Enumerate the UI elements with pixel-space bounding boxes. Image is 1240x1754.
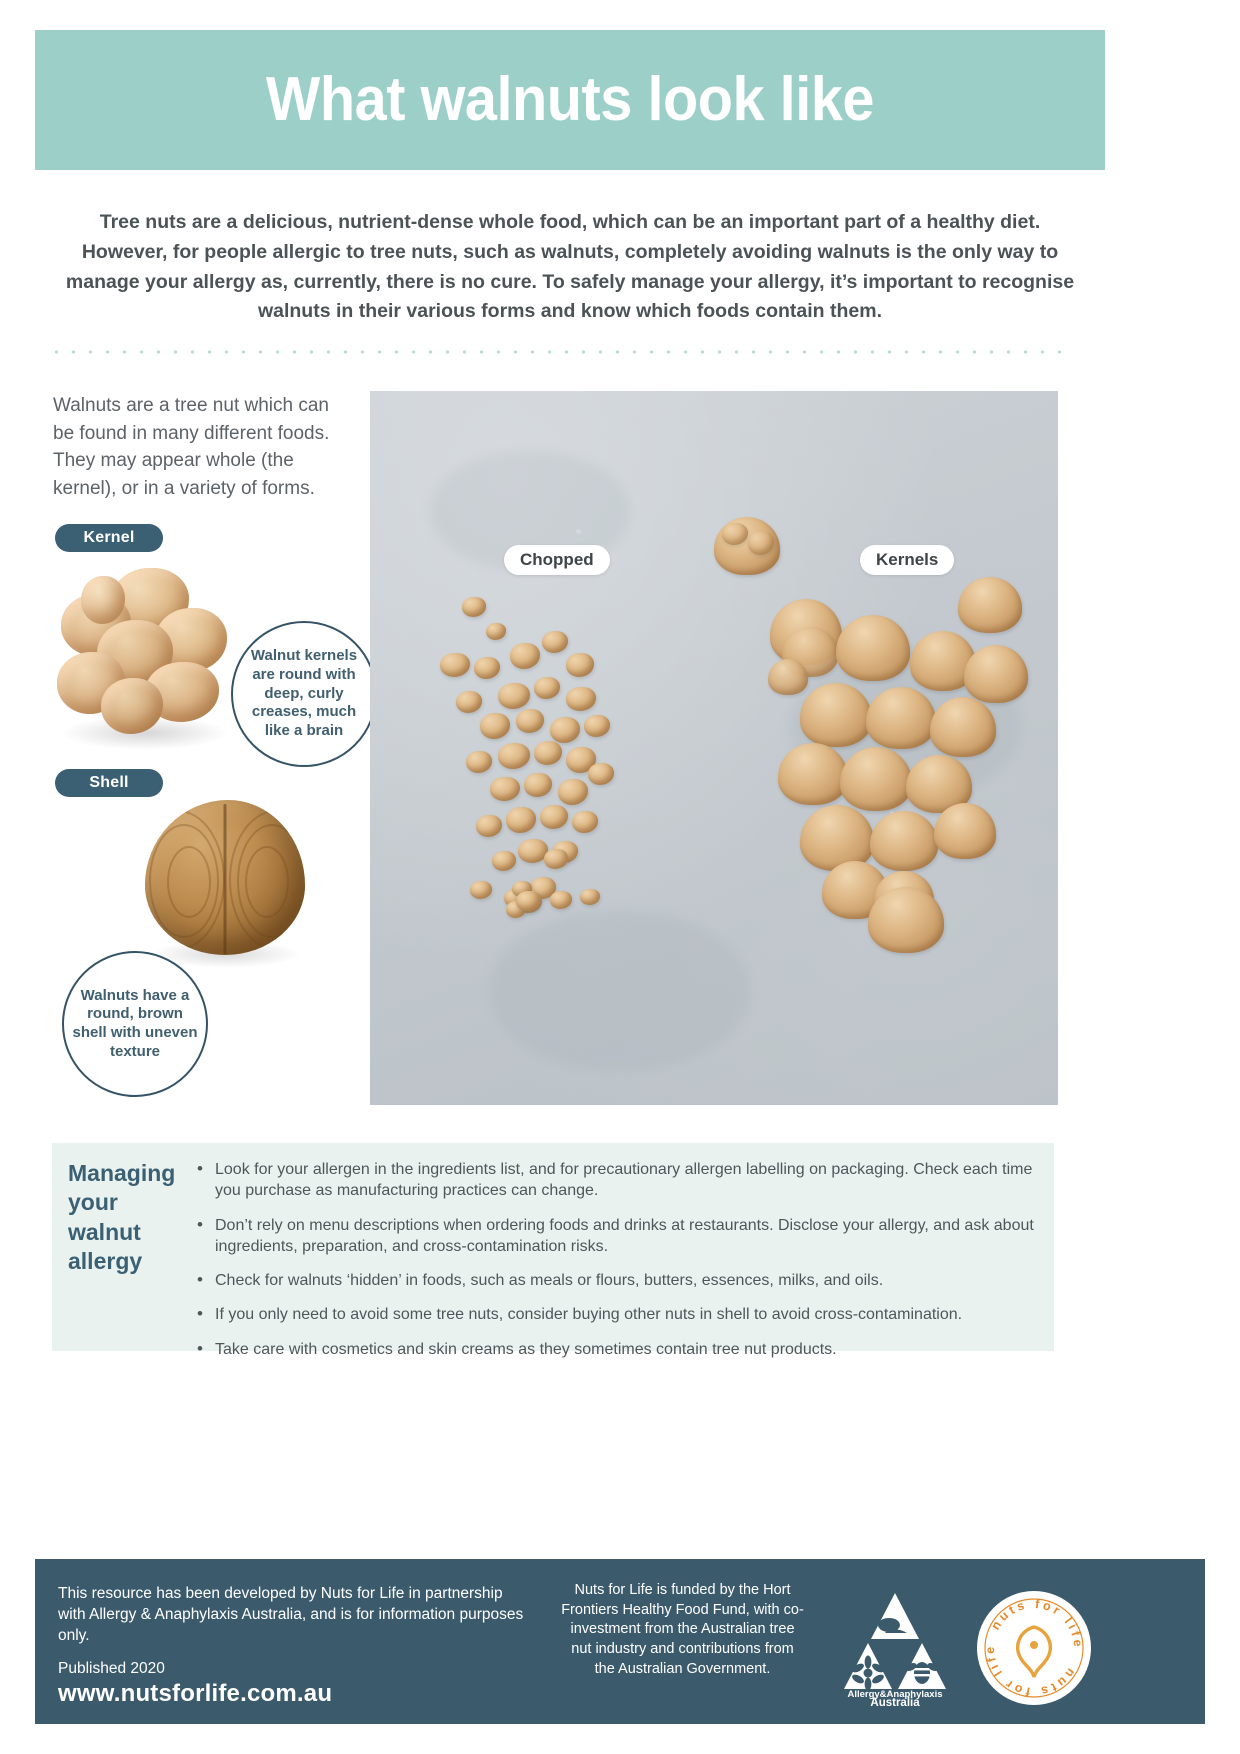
chopped-piece bbox=[584, 715, 610, 737]
chopped-piece bbox=[534, 741, 562, 765]
chopped-piece bbox=[566, 687, 596, 711]
walnut-kernel-piece bbox=[958, 577, 1022, 633]
footer-published-text: Published 2020 bbox=[58, 1659, 165, 1677]
kernel-callout-circle bbox=[231, 621, 377, 767]
chopped-label-text: Chopped bbox=[520, 550, 594, 569]
chopped-piece bbox=[466, 751, 492, 773]
walnut-kernel-piece bbox=[868, 887, 944, 953]
managing-bullet-list bbox=[197, 1159, 1037, 1373]
shell-label-text: Shell bbox=[89, 774, 129, 791]
photo-label-chopped bbox=[504, 545, 610, 575]
walnut-kernel-piece bbox=[930, 697, 996, 757]
kernels-label-text: Kernels bbox=[876, 550, 939, 569]
chopped-piece bbox=[544, 849, 568, 869]
chopped-piece bbox=[506, 807, 536, 833]
chopped-piece bbox=[540, 805, 568, 829]
shell-callout-circle bbox=[62, 951, 208, 1097]
photo-label-kernels bbox=[860, 545, 954, 575]
chopped-piece bbox=[550, 717, 580, 743]
shell-callout-text: Walnuts have a round, brown shell with uneven texture bbox=[72, 986, 198, 1060]
walnut-forms-photo bbox=[370, 391, 1058, 1105]
kernel-label-text: Kernel bbox=[83, 529, 135, 546]
intro-paragraph: Tree nuts are a delicious, nutrient-dense whole food, which can be an important part of a healthy diet. However, for people allergic to tree nuts, such as walnuts, completely avoiding walnuts is the only way to manage your allergy as, currently, there is no cure. To safely manage your allergy, it’s important to recognise walnuts in their various forms and know which foods contain them. bbox=[65, 211, 1075, 323]
chopped-piece bbox=[474, 657, 500, 679]
walnut-kernel-piece bbox=[866, 687, 936, 749]
nuts-for-life-logo bbox=[975, 1589, 1093, 1707]
chopped-piece bbox=[462, 597, 486, 617]
walnut-kernel-piece bbox=[778, 743, 848, 805]
chopped-piece bbox=[490, 777, 520, 801]
chopped-piece bbox=[550, 891, 572, 909]
list-item: • If you only need to avoid some tree nuts, consider buying other nuts in shell to avoid cross-contamination. bbox=[197, 1304, 1037, 1325]
nfl-ring-text-top: nuts for life bbox=[988, 1596, 1086, 1651]
nfl-ring-text-bottom: nuts for life bbox=[982, 1643, 1079, 1700]
footer-credit-text: This resource has been developed by Nuts for Life in partnership with Allergy & Anaphylaxis Australia, and is for information purposes only. bbox=[58, 1585, 524, 1644]
footer-funding-text: Nuts for Life is funded by the Hort Frontiers Healthy Food Fund, with co-investment from the Australian tree nut industry and contributions from the Australian Government. bbox=[561, 1582, 804, 1677]
walnut-kernel-piece bbox=[836, 615, 910, 681]
chopped-piece bbox=[588, 763, 614, 785]
photo-speck bbox=[576, 529, 581, 534]
chopped-piece bbox=[486, 623, 506, 640]
aaa-logo-line1: Allergy&Anaphylaxis bbox=[847, 1689, 943, 1700]
walnut-shell-image bbox=[145, 800, 305, 960]
chopped-piece bbox=[516, 709, 544, 733]
chopped-piece bbox=[456, 691, 482, 713]
dotted-divider bbox=[48, 350, 1068, 354]
page-title: What walnuts look like bbox=[265, 65, 875, 134]
chopped-piece bbox=[492, 851, 516, 871]
chopped-piece bbox=[534, 677, 560, 699]
walnut-kernel-piece bbox=[768, 659, 808, 695]
list-item: • Check for walnuts ‘hidden’ in foods, such as meals or flours, butters, essences, milks, and oils. bbox=[197, 1270, 1037, 1291]
chopped-piece bbox=[510, 643, 540, 669]
chopped-piece bbox=[470, 881, 492, 899]
chopped-piece bbox=[558, 779, 588, 805]
photo-texture bbox=[490, 911, 750, 1071]
shell-ridge bbox=[167, 846, 211, 918]
shell-label-pill bbox=[55, 769, 163, 797]
lead-paragraph: Walnuts are a tree nut which can be found in many different foods. They may appear whole (the kernel), or in a variety of forms. bbox=[53, 395, 330, 499]
list-item: • Look for your allergen in the ingredients list, and for precautionary allergen labelling on packaging. Check each time you purchase as manufacturing practices can change. bbox=[197, 1159, 1037, 1202]
walnut-kernel-piece bbox=[800, 683, 872, 747]
list-item: • Take care with cosmetics and skin creams as they sometimes contain tree nut products. bbox=[197, 1339, 1037, 1360]
managing-heading: Managing your walnut allergy bbox=[68, 1160, 176, 1275]
walnut-kernel-piece bbox=[840, 747, 912, 811]
footer-credit-block bbox=[58, 1584, 528, 1680]
chopped-piece bbox=[542, 631, 568, 653]
managing-allergy-panel bbox=[52, 1143, 1054, 1358]
list-item: • Don’t rely on menu descriptions when ordering foods and drinks at restaurants. Disclose your allergy, and ask about ingredients, preparation, and cross-contamination risks. bbox=[197, 1215, 1037, 1258]
kernel-label-pill bbox=[55, 524, 163, 552]
allergy-anaphylaxis-australia-logo bbox=[835, 1587, 955, 1707]
footer-website-link[interactable]: www.nutsforlife.com.au bbox=[58, 1680, 333, 1707]
walnut-kernel-piece bbox=[934, 803, 996, 859]
chopped-piece bbox=[566, 653, 594, 677]
walnut-kernel-image bbox=[53, 566, 238, 756]
page-footer bbox=[35, 1559, 1205, 1724]
walnut-kernel-piece bbox=[870, 811, 938, 871]
shell-body bbox=[145, 800, 305, 955]
chopped-piece bbox=[476, 815, 502, 837]
kernel-callout-text: Walnut kernels are round with deep, curly creases, much like a brain bbox=[250, 647, 358, 740]
chopped-piece bbox=[480, 713, 510, 739]
chopped-piece bbox=[572, 811, 598, 833]
shell-ridge bbox=[245, 846, 289, 918]
page-header bbox=[35, 30, 1105, 170]
chopped-piece bbox=[440, 653, 470, 677]
chopped-piece bbox=[524, 773, 552, 797]
walnut-kernel-piece bbox=[964, 645, 1028, 703]
chopped-piece bbox=[498, 683, 530, 709]
aaa-logo-line2: Australia bbox=[870, 1697, 920, 1707]
chopped-piece bbox=[498, 743, 530, 769]
chopped-piece bbox=[580, 889, 600, 905]
